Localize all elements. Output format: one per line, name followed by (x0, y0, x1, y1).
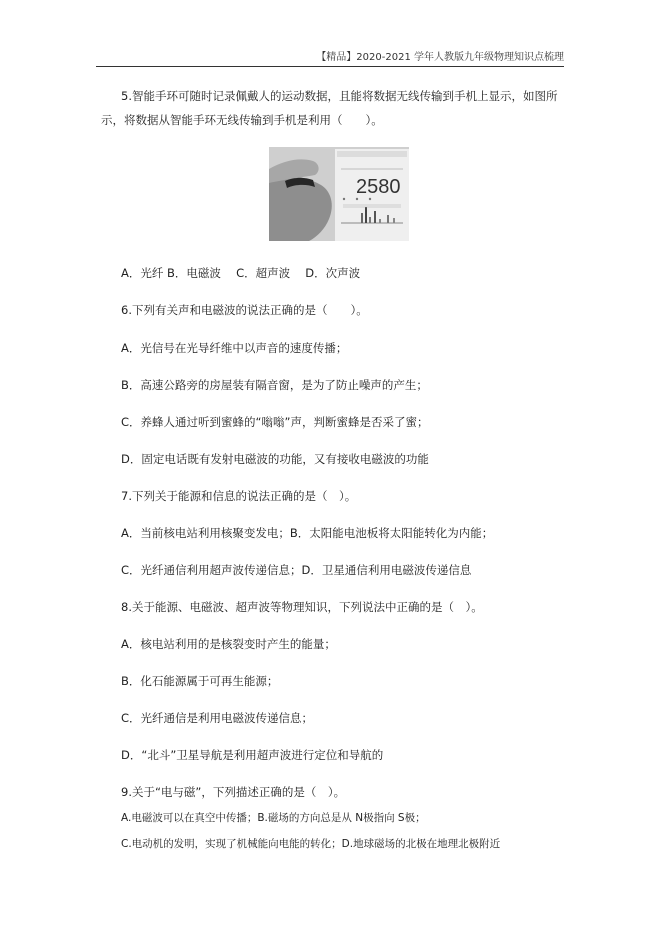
question-6-option-c: C．养蜂人通过听到蜜蜂的“嗡嗡”声，判断蜜蜂是否采了蜜； (121, 415, 429, 429)
question-7-options-cd: C．光纤通信利用超声波传递信息；D．卫星通信利用电磁波传递信息 (121, 563, 472, 577)
question-9-options-ab: A.电磁波可以在真空中传播；B.磁场的方向总是从 N极指向 S极； (121, 812, 426, 824)
page-header: 【精品】2020-2021 学年人教版九年级物理知识点梳理 (96, 48, 564, 67)
question-7-stem: 7.下列关于能源和信息的说法正确的是（ ）。 (121, 489, 357, 503)
question-9-stem: 9.关于“电与磁”，下列描述正确的是（ ）。 (121, 785, 346, 799)
question-8-stem: 8.关于能源、电磁波、超声波等物理知识，下列说法中正确的是（ ）。 (121, 600, 483, 614)
smart-band-figure (269, 147, 409, 241)
question-8-option-b: B．化石能源属于可再生能源； (121, 674, 279, 688)
smart-band-photo (269, 147, 409, 241)
question-5-options: A．光纤 B．电磁波 C．超声波 D．次声波 (121, 266, 361, 280)
question-8-option-a: A．核电站利用的是核裂变时产生的能量； (121, 637, 336, 651)
step-count-readout: 2580 (356, 176, 401, 198)
question-6-option-b: B．高速公路旁的房屋装有隔音窗，是为了防止噪声的产生； (121, 378, 428, 392)
question-9-options-cd: C.电动机的发明，实现了机械能向电能的转化；D.地球磁场的北极在地理北极附近 (121, 838, 501, 850)
question-6-option-a: A．光信号在光导纤维中以声音的速度传播； (121, 341, 348, 355)
question-8-option-d: D．“北斗”卫星导航是利用超声波进行定位和导航的 (121, 748, 384, 762)
question-6-stem: 6.下列有关声和电磁波的说法正确的是（ ）。 (121, 303, 368, 317)
question-7-options-ab: A．当前核电站利用核聚变发电；B．太阳能电池板将太阳能转化为内能； (121, 526, 494, 540)
question-5-stem-continued: 示，将数据从智能手环无线传输到手机是利用（ ）。 (101, 113, 383, 127)
question-6-option-d: D．固定电话既有发射电磁波的功能，又有接收电磁波的功能 (121, 452, 429, 466)
question-5-stem: 5.智能手环可随时记录佩戴人的运动数据，且能将数据无线传输到手机上显示，如图所 (121, 89, 558, 103)
question-8-option-c: C．光纤通信是利用电磁波传递信息； (121, 711, 314, 725)
